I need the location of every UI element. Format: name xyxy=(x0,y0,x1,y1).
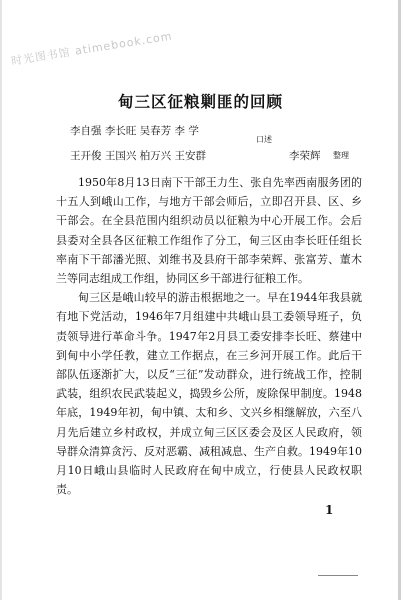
watermark: 时光图书馆 atimebook.com xyxy=(10,29,174,68)
paragraph-1: 1950年8月13日南下干部王力生、张自先率西南服务团的十五人到峨山工作，与地方干部会师后，立即召开县、区、乡干部会。在全县范围内组织动员以征粮为中心开展工作。会后县委对全县各区征粮工作组作了分工，甸三区由李长旺任组长率南下干部潘光照、刘维书及县府干部李荣辉、张富芳、董木兰等同志组成工作组，协同区乡干部进行征粮工作。 xyxy=(56,176,362,286)
article-body xyxy=(56,173,362,499)
scan-artifact-line xyxy=(318,575,358,576)
authors-role-dictated: 口述 xyxy=(256,135,272,144)
authors-role-compiled: 整理 xyxy=(333,151,349,160)
compiler-name: 李荣辉 xyxy=(289,150,321,162)
authors-line-1: 李自强 李长旺 吴春芳 李 学 xyxy=(70,125,199,137)
paragraph-2: 甸三区是峨山较早的游击根据地之一。早在1944年我县就有地下党活动，1946年7月组建中共峨山县工委领导班子，负责领导进行革命斗争。1947年2月县工委安排李长旺、蔡建中到甸中小学任教，建立工作据点，在三乡河开展工作。此后干部队伍逐渐扩大，以反“三征”发动群众，进行统战工作，控制武装，组织农民武装起义，捣毁乡公所，废除保甲制度。1948年底，1949年初，甸中镇、太和乡、文兴乡相继解放，六至八月先后建立乡村政权，并成立甸三区区委会及区人民政府，领导群众清算贪污、反对恶霸、减租减息、生产自救。1949年10月10日峨山县临时人民政府在甸中成立，行使县人民政权职责。 xyxy=(56,291,362,497)
authors-line-2: 王开俊 王国兴 柏万兴 王安群 xyxy=(70,150,207,162)
page-title: 甸三区征粮剿匪的回顾 xyxy=(117,92,283,111)
page-number: 1 xyxy=(325,503,334,517)
